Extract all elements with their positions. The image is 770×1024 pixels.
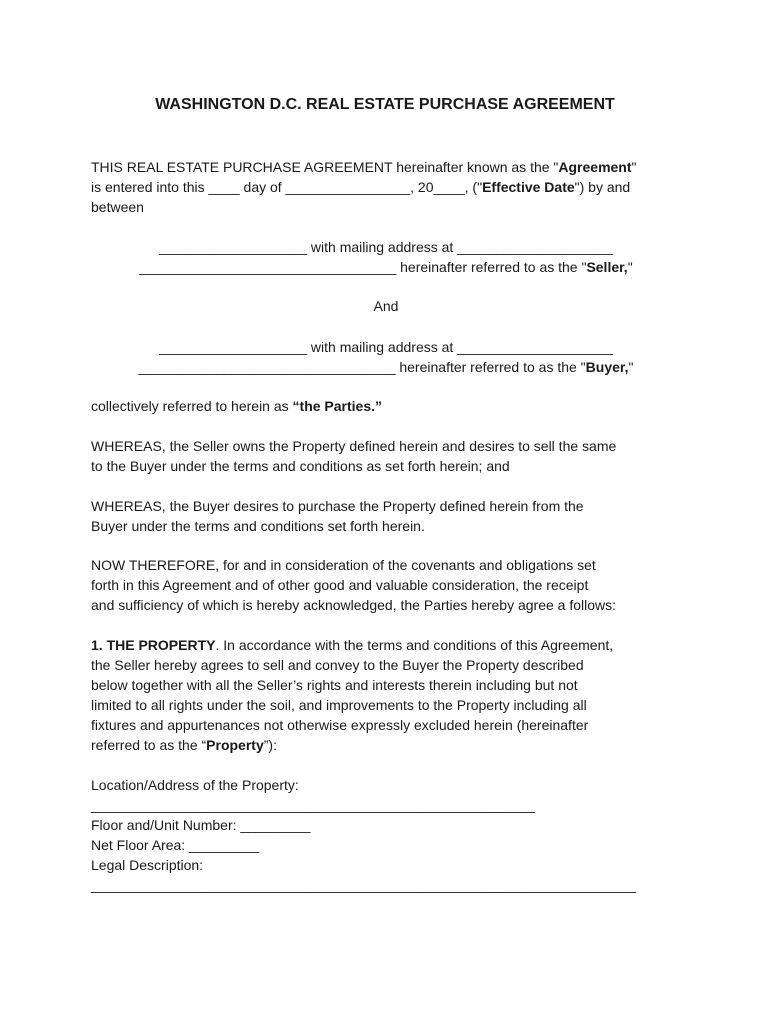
seller-term: Seller, (586, 259, 628, 275)
intro-line-2: is entered into this ____ day of ________________, 20____, ("Effective Date") by and (91, 179, 631, 195)
section-property: 1. THE PROPERTY. In accordance with the terms and conditions of this Agreement, the Seller hereby agrees to sell and convey to the Buyer the Property described below together with all the Seller’s rights and interests therein including but not limited to all rights under the soil, and improvements to the Property including all fixtures and appurtenances not otherwise expressly excluded herein (hereinafter referred to as the “Property”): (91, 637, 614, 753)
intro-paragraph (91, 157, 681, 217)
document-title: WASHINGTON D.C. REAL ESTATE PURCHASE AGREEMENT (155, 96, 615, 113)
seller-line-2: _________________________________ hereinafter referred to as the "Seller," (139, 259, 633, 275)
whereas-buyer-paragraph: WHEREAS, the Buyer desires to purchase the Property defined herein from the Buyer under the terms and conditions set forth herein. (91, 498, 584, 534)
seller-line-1: ___________________ with mailing address at ____________________ (159, 239, 613, 255)
location-label: Location/Address of the Property: (91, 777, 299, 793)
buyer-line-1: ___________________ with mailing address at ____________________ (159, 339, 613, 355)
intro-line-3: between (91, 199, 144, 215)
agreement-term: Agreement (558, 159, 632, 175)
and-separator: And (373, 298, 399, 314)
section-heading: 1. THE PROPERTY (91, 637, 216, 653)
net-floor-area-field[interactable]: Net Floor Area: _________ (91, 837, 260, 853)
intro-line-1: THIS REAL ESTATE PURCHASE AGREEMENT hereinafter known as the "Agreement" (91, 159, 637, 175)
property-fields (91, 775, 681, 895)
whereas-seller-paragraph: WHEREAS, the Seller owns the Property defined herein and desires to sell the same to the Buyer under the terms and conditions as set forth herein; and (91, 438, 617, 474)
parties-paragraph: collectively referred to herein as “the Parties.” (91, 398, 383, 414)
legal-description-blank[interactable]: ______________________________________________________________________ (91, 877, 637, 893)
location-blank[interactable]: _________________________________________________________ (91, 797, 535, 813)
buyer-block (91, 337, 681, 377)
parties-term: “the Parties.” (292, 398, 383, 414)
property-term: Property (206, 737, 264, 753)
floor-unit-field[interactable]: Floor and/Unit Number: _________ (91, 817, 311, 833)
legal-description-label: Legal Description: (91, 857, 204, 873)
now-therefore-paragraph: NOW THEREFORE, for and in consideration of the covenants and obligations set forth in this Agreement and of other good and valuable consideration, the receipt and sufficiency of which is hereby acknowledged, the Parties hereby agree a follows: (91, 557, 617, 613)
buyer-term: Buyer, (585, 359, 629, 375)
effective-date-term: Effective Date (482, 179, 575, 195)
buyer-line-2: _________________________________ hereinafter referred to as the "Buyer," (138, 359, 634, 375)
seller-block (91, 237, 681, 277)
